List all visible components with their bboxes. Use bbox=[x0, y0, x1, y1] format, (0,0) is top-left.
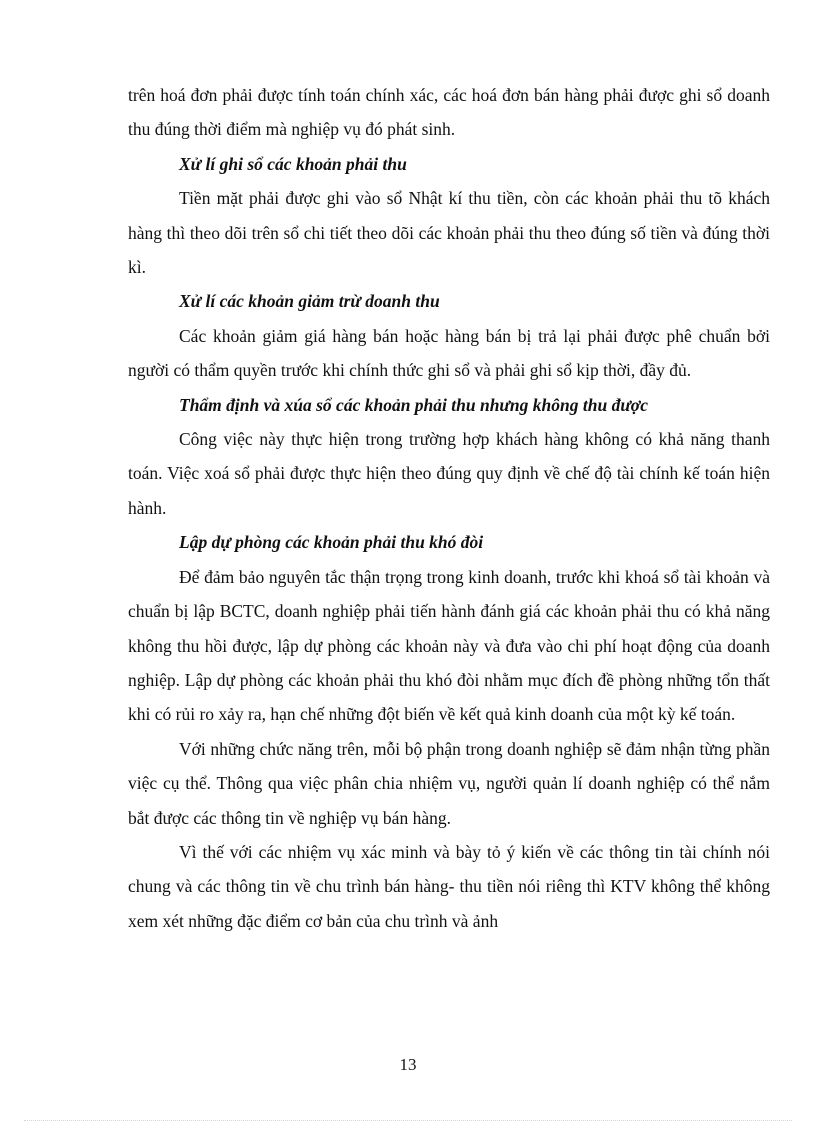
document-body bbox=[128, 78, 770, 938]
paragraph-write-off: Công việc này thực hiện trong trường hợp khách hàng không có khả năng thanh toán. Việc xoá sổ phải được thực hiện theo đúng quy định về chế độ tài chính kế toán hiện hành. bbox=[128, 429, 770, 518]
paragraph-auditor-review: Vì thế với các nhiệm vụ xác minh và bày tỏ ý kiến về các thông tin tài chính nói chung và các thông tin về chu trình bán hàng- thu tiền nói riêng thì KTV không thể không xem xét những đặc điểm cơ bản của chu trình và ảnh bbox=[128, 841, 770, 931]
paragraph-sales-returns: Các khoản giảm giá hàng bán hoặc hàng bán bị trả lại phải được phê chuẩn bởi người có thẩm quyền trước khi chính thức ghi sổ và phải ghi sổ kịp thời, đầy đủ. bbox=[128, 325, 770, 381]
paragraph-cash-receipts: Tiền mặt phải được ghi vào sổ Nhật kí thu tiền, còn các khoản phải thu tõ khách hàng thì theo dõi trên sổ chi tiết theo dõi các khoản phải thu theo đúng số tiền và đúng thời kì. bbox=[128, 188, 770, 278]
paragraph-provision: Để đảm bảo nguyên tắc thận trọng trong kinh doanh, trước khi khoá sổ tài khoản và chuẩn bị lập BCTC, doanh nghiệp phải tiến hành đánh giá các khoản phải thu có khả năng không thu hồi được, lập dự phòng các khoản này và đưa vào chi phí hoạt động của doanh nghiệp. Lập dự phòng các khoản phải thu khó đòi nhằm mục đích đề phòng những tổn thất khi có rủi ro xảy ra, hạn chế những đột biến về kết quả kinh doanh của một kỳ kế toán. bbox=[128, 566, 770, 725]
heading-receivables-recording: Xử lí ghi sổ các khoản phải thu bbox=[179, 153, 407, 174]
paragraph-invoice-accuracy: trên hoá đơn phải được tính toán chính xác, các hoá đơn bán hàng phải được ghi sổ doanh thu đúng thời điểm mà nghiệp vụ đó phát sinh. bbox=[128, 85, 770, 140]
heading-doubtful-debts-provision: Lập dự phòng các khoản phải thu khó đòi bbox=[179, 532, 484, 553]
page-number: 13 bbox=[399, 1055, 417, 1074]
page-bottom-divider bbox=[24, 1120, 792, 1121]
heading-write-off: Thẩm định và xúa sổ các khoản phải thu nhưng không thu được bbox=[179, 394, 648, 415]
paragraph-division-of-duties: Với những chức năng trên, mỗi bộ phận trong doanh nghiệp sẽ đảm nhận từng phần việc cụ thể. Thông qua việc phân chia nhiệm vụ, người quản lí doanh nghiệp có thể nắm bắt được các thông tin về nghiệp vụ bán hàng. bbox=[128, 738, 770, 828]
heading-revenue-deductions: Xử lí các khoản giảm trừ doanh thu bbox=[179, 291, 440, 312]
